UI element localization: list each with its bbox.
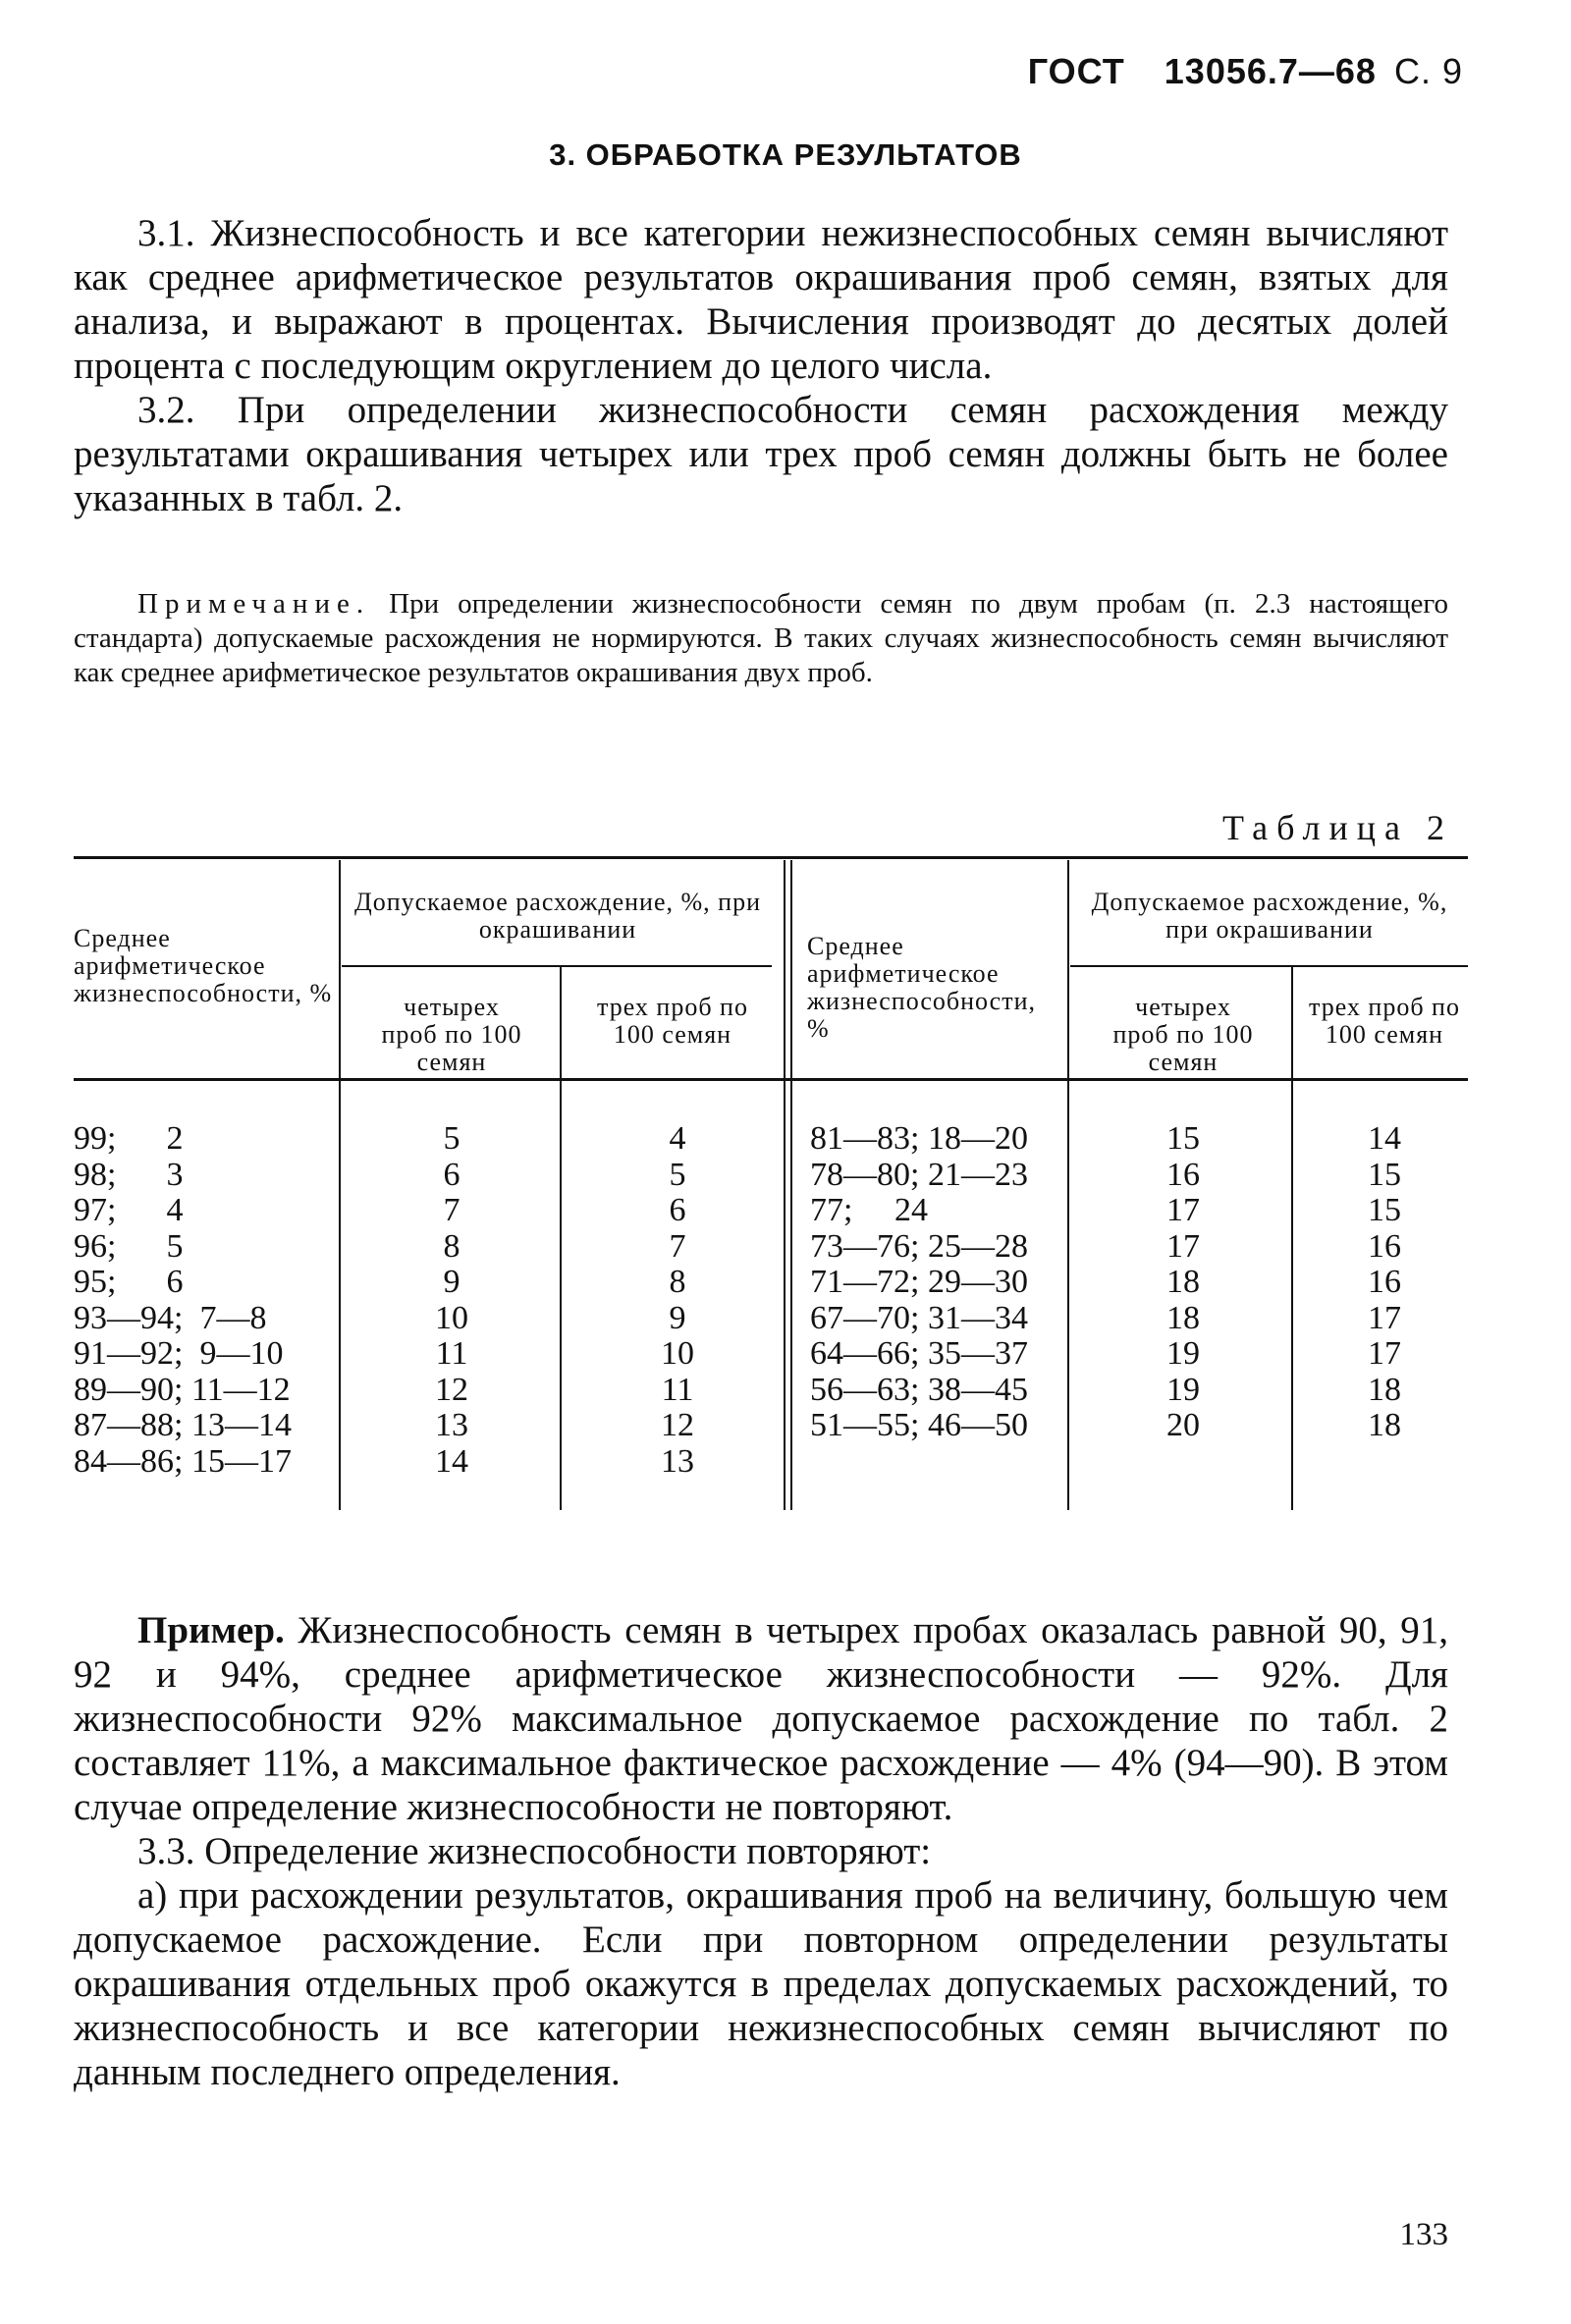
header-group-left: Допускаемое расхождение, %, при окрашивании (353, 888, 761, 944)
table-cell: 73—76; 25—28 (810, 1227, 1028, 1265)
col-three-left (599, 1121, 756, 1480)
table-cell: 15 (1368, 1156, 1401, 1193)
table-cell: 51—55; 46—50 (810, 1407, 1028, 1443)
table-cell: 87—88; 13—14 (74, 1407, 292, 1443)
table-cell: 13 (435, 1407, 468, 1443)
table-cell: 78—80; 21—23 (810, 1156, 1028, 1193)
table-cell: 7 (443, 1192, 460, 1228)
paragraph-3-2: 3.2. При определении жизнеспособности семян расхождения между результатами окрашивания четырех или трех проб семян должны быть не более указанных в табл. 2. (74, 389, 1448, 519)
table-cell: 18 (1368, 1407, 1401, 1443)
table-cell: 14 (435, 1442, 468, 1480)
vrule-1 (339, 860, 341, 1510)
note-label: Примечание. (137, 588, 371, 620)
table-cell: 18 (1166, 1264, 1200, 1300)
table-header-rule (74, 1078, 1468, 1081)
col-mean-left (74, 1121, 339, 1480)
vrule-3a (784, 860, 786, 1510)
table-cell: 19 (1166, 1371, 1200, 1408)
gost-label: ГОСТ (1027, 51, 1125, 91)
table-cell: 93—94; 7—8 (74, 1299, 267, 1336)
table-cell: 64—66; 35—37 (810, 1335, 1028, 1372)
col-mean-right (810, 1121, 1067, 1444)
table-cell: 17 (1368, 1335, 1401, 1372)
table-cell: 13 (661, 1442, 694, 1480)
table-cell: 99; 2 (74, 1120, 184, 1157)
paragraph-3-3-a: а) при расхождении результатов, окрашивания проб на величину, большую чем допускаемое расхождение. Если при повторном определении результаты окрашивания отдельных проб окажутся в пределах допускаемых расхождений, то жизнеспособность и все категории нежизнеспособных семян вычисляют по данным последнего определения. (74, 1874, 1448, 2093)
col-four-left (378, 1121, 525, 1480)
example-text: Жизнеспособность семян в четырех пробах оказалась равной 90, 91, 92 и 94%, среднее арифметическое жизнеспособности — 92%. Для жизнеспособности 92% максимальное допускаемое расхождение по табл. 2 составляет 11%, а максимальное фактическое расхождение — 4% (94—90). В этом случае определение жизнеспособности не повторяют. (74, 1609, 1448, 1828)
table-cell: 71—72; 29—30 (810, 1264, 1028, 1300)
table-cell: 89—90; 11—12 (74, 1371, 291, 1408)
table-cell: 18 (1166, 1299, 1200, 1336)
table-cell: 95; 6 (74, 1264, 184, 1300)
table-cell: 10 (435, 1299, 468, 1336)
right-subheader-rule (1070, 965, 1468, 967)
table-caption: Таблица 2 (1222, 808, 1453, 847)
table-cell: 15 (1166, 1120, 1200, 1157)
table-cell: 5 (443, 1120, 460, 1157)
table-cell: 6 (669, 1192, 686, 1228)
header-mean-left: Среднее арифметическое жизнеспособности, % (74, 924, 333, 1007)
table-cell: 14 (1368, 1120, 1401, 1157)
table-cell: 16 (1368, 1227, 1401, 1265)
table-cell: 9 (669, 1299, 686, 1336)
table-cell: 16 (1166, 1156, 1200, 1193)
table-cell: 19 (1166, 1335, 1200, 1372)
table-cell: 18 (1368, 1371, 1401, 1408)
body-text-top (74, 211, 1448, 520)
header-mean-right: Среднее арифметическое жизнеспособности, % (807, 932, 1036, 1043)
table-cell: 97; 4 (74, 1192, 184, 1228)
table-cell: 81—83; 18—20 (810, 1120, 1028, 1157)
table-cell: 15 (1368, 1192, 1401, 1228)
gost-number: 13056.7—68 (1164, 51, 1377, 91)
table-cell: 12 (435, 1371, 468, 1408)
header-four-left: четырех проб по 100 семян (381, 993, 522, 1076)
table-cell: 77; 24 (810, 1192, 928, 1228)
paragraph-3-1: 3.1. Жизнеспособность и все категории нежизнеспособных семян вычисляют как среднее арифметическое результатов окрашивания проб семян, взятых для анализа, и выражают в процентах. Вычисления производят до десятых долей процента с последующим округлением до целого числа. (74, 212, 1448, 387)
table-cell: 12 (661, 1407, 694, 1443)
vrule-5 (1291, 966, 1293, 1510)
header-three-left: трех проб по 100 семян (597, 993, 748, 1049)
table-cell: 11 (435, 1335, 468, 1372)
table-cell: 11 (661, 1371, 694, 1408)
note-text: При определении жизнеспособности семян по двум пробам (п. 2.3 настоящего стандарта) допускаемые расхождения не нормируются. В таких случаях жизнеспособность семян вычисляют как среднее арифметическое результатов окрашивания двух проб. (74, 588, 1449, 688)
vrule-2 (560, 966, 562, 1510)
table-cell: 16 (1368, 1264, 1401, 1300)
table-cell: 7 (669, 1227, 686, 1265)
table-cell: 17 (1166, 1227, 1200, 1265)
table-cell: 17 (1166, 1192, 1200, 1228)
table-cell: 91—92; 9—10 (74, 1335, 284, 1372)
header-group-right: Допускаемое расхождение, %, при окрашивании (1091, 888, 1448, 944)
table-cell: 84—86; 15—17 (74, 1442, 292, 1480)
table-cell: 17 (1368, 1299, 1401, 1336)
page-number: 133 (1399, 2217, 1448, 2252)
table-cell: 67—70; 31—34 (810, 1299, 1028, 1336)
table-cell: 4 (669, 1120, 686, 1157)
left-subheader-rule (342, 965, 772, 967)
table-cell: 8 (669, 1264, 686, 1300)
table-cell: 10 (661, 1335, 694, 1372)
col-three-right (1306, 1121, 1463, 1444)
body-text-bottom (74, 1608, 1448, 2094)
table-cell: 9 (443, 1264, 460, 1300)
table-cell: 96; 5 (74, 1227, 184, 1265)
table-cell: 98; 3 (74, 1156, 184, 1193)
page-label: С. 9 (1393, 51, 1463, 91)
vrule-3b (790, 860, 792, 1510)
header-three-right: трех проб по 100 семян (1309, 993, 1460, 1049)
table-cell: 20 (1166, 1407, 1200, 1443)
col-four-right (1105, 1121, 1262, 1444)
table-cell: 56—63; 38—45 (810, 1371, 1028, 1408)
table-cell: 5 (669, 1156, 686, 1193)
example-paragraph (74, 1608, 1448, 1829)
table-top-rule (74, 856, 1468, 859)
vrule-4 (1067, 860, 1069, 1510)
table-cell: 6 (443, 1156, 460, 1193)
header-four-right: четырех проб по 100 семян (1112, 993, 1254, 1076)
example-label: Пример. (137, 1609, 285, 1651)
table-cell: 8 (443, 1227, 460, 1265)
note (74, 587, 1448, 690)
page-header (1028, 51, 1463, 92)
section-title: 3. ОБРАБОТКА РЕЗУЛЬТАТОВ (549, 137, 1022, 172)
paragraph-3-3: 3.3. Определение жизнеспособности повторяют: (137, 1830, 932, 1872)
